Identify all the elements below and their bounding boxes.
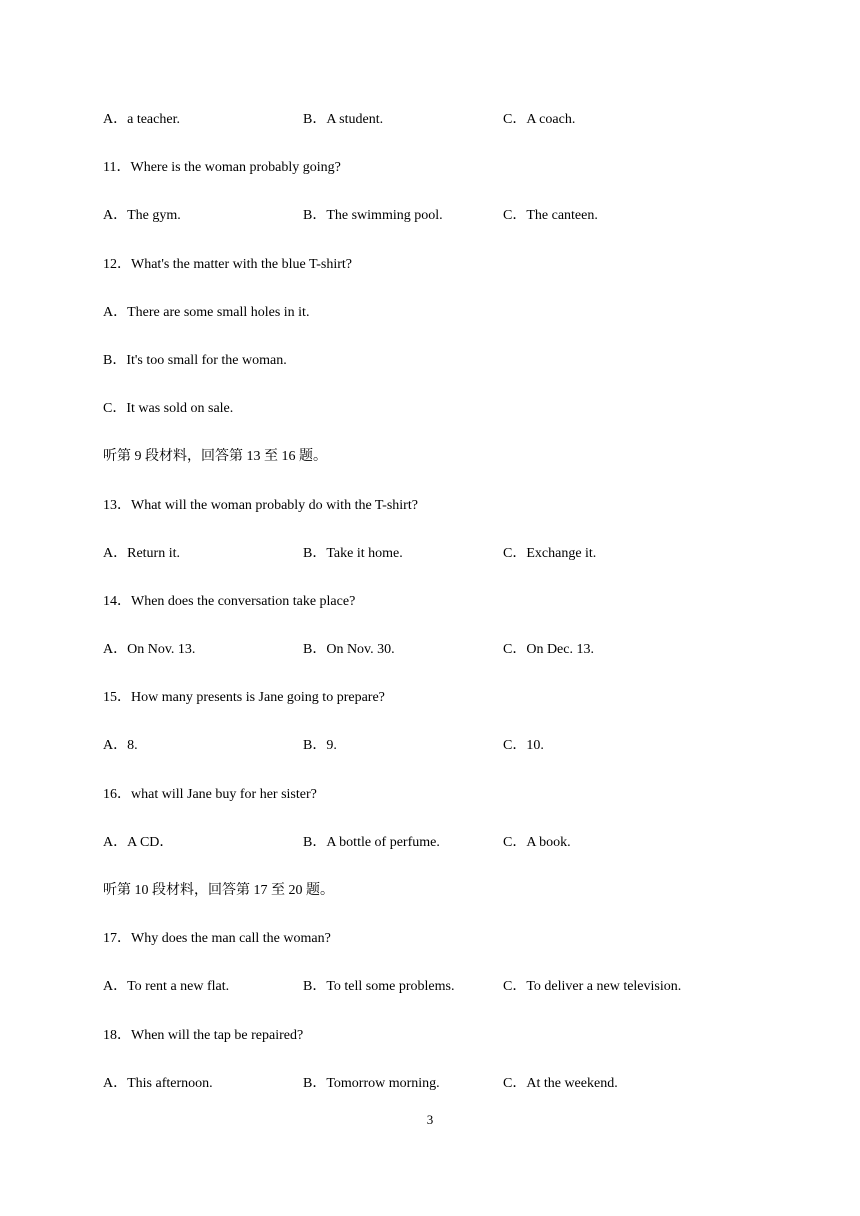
text-line: 14．When does the conversation take place? xyxy=(103,593,356,609)
text-line: 12．What's the matter with the blue T-shirt? xyxy=(103,256,353,272)
option-c: C．10. xyxy=(503,738,544,754)
option-row xyxy=(103,977,803,1025)
text-line: 11．Where is the woman probably going? xyxy=(103,160,341,176)
option-row xyxy=(103,206,803,254)
option-row xyxy=(103,833,803,881)
page-number: 3 xyxy=(426,1112,434,1127)
option-a: A．A CD． xyxy=(103,834,174,850)
option-c: C．At the weekend. xyxy=(503,1075,618,1091)
text-line: 听第 10 段材料，回答第 17 至 20 题。 xyxy=(103,883,334,898)
option-a: A．8. xyxy=(103,738,138,754)
text-line: A．There are some small holes in it. xyxy=(103,304,310,320)
text-line: B．It's too small for the woman. xyxy=(103,352,287,368)
option-c: C．The canteen. xyxy=(503,208,598,224)
text-line: 18．When will the tap be repaired? xyxy=(103,1027,304,1043)
option-b: B．The swimming pool. xyxy=(303,208,443,224)
text-line: 13．What will the woman probably do with the T-shirt? xyxy=(103,497,418,513)
option-a: A．a teacher. xyxy=(103,112,180,127)
option-a: A．To rent a new flat. xyxy=(103,979,230,995)
question-list xyxy=(103,110,803,1122)
option-b: B．Tomorrow morning. xyxy=(303,1075,440,1091)
option-c: C．On Dec. 13. xyxy=(503,642,594,658)
option-row xyxy=(103,110,803,158)
text-line: 听第 9 段材料，回答第 13 至 16 题。 xyxy=(103,449,327,465)
option-a: A．The gym. xyxy=(103,208,181,224)
option-a: A．On Nov. 13. xyxy=(103,642,196,658)
option-c: C．To deliver a new television. xyxy=(503,979,682,995)
text-line: 16．what will Jane buy for her sister? xyxy=(103,786,317,802)
option-row xyxy=(103,640,803,688)
option-c: C．A book. xyxy=(503,834,571,850)
option-b: B．Take it home. xyxy=(303,545,403,561)
option-b: B．A bottle of perfume. xyxy=(303,834,440,850)
option-b: B．A student. xyxy=(303,112,384,127)
option-b: B．To tell some problems. xyxy=(303,979,455,995)
option-a: A．This afternoon. xyxy=(103,1075,213,1091)
option-row xyxy=(103,544,803,592)
text-line: 15．How many presents is Jane going to prepare? xyxy=(103,690,385,706)
option-c: C．A coach. xyxy=(503,112,576,127)
option-row xyxy=(103,736,803,784)
text-line: 17．Why does the man call the woman? xyxy=(103,931,331,947)
option-c: C．Exchange it. xyxy=(503,545,597,561)
option-b: B．On Nov. 30. xyxy=(303,642,395,658)
option-a: A．Return it. xyxy=(103,545,180,561)
option-b: B．9. xyxy=(303,738,337,754)
text-line: C．It was sold on sale. xyxy=(103,401,234,417)
